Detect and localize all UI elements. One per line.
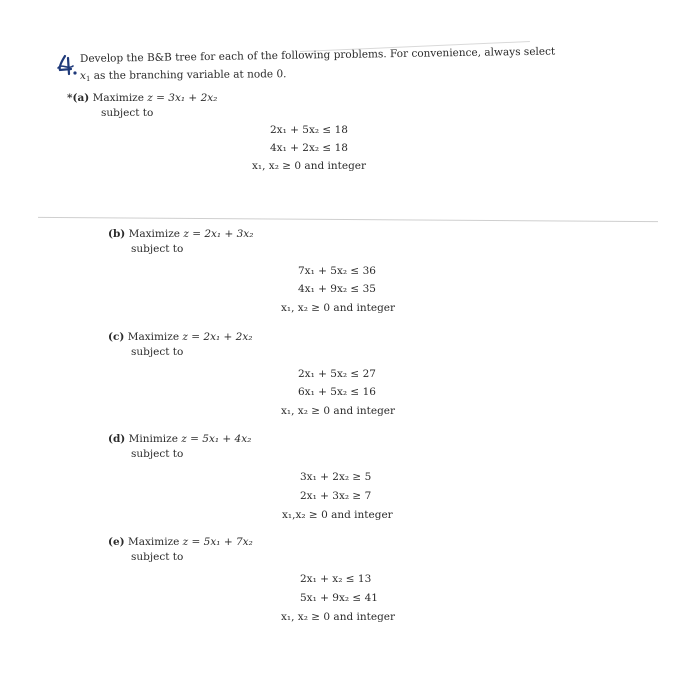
problem-a-objective-word: Maximize: [92, 92, 144, 104]
problem-b-constraint-1: 7x₁ + 5x₂ ≤ 36: [298, 265, 376, 277]
problem-c-constraint-3: x₁, x₂ ≥ 0 and integer: [281, 405, 396, 417]
branching-variable: x: [79, 69, 86, 82]
problem-e-constraint-2: 5x₁ + 9x₂ ≤ 41: [300, 592, 378, 604]
problem-d-objective-word: Minimize: [128, 433, 178, 445]
problem-b-constraint-2: 4x₁ + 9x₂ ≤ 35: [298, 283, 376, 295]
problem-d-constraint-3: x₁,x₂ ≥ 0 and integer: [282, 509, 393, 521]
problem-d-label: (d): [108, 433, 126, 445]
problem-e-constraint-1: 2x₁ + x₂ ≤ 13: [300, 573, 372, 585]
problem-c-objective-word: Maximize: [127, 331, 180, 343]
problem-b-objective-line: [108, 228, 253, 241]
problem-c-objective-line: [108, 331, 253, 344]
problem-d-objective: z = 5x₁ + 4x₂: [181, 433, 252, 445]
intro-line-2: [80, 68, 287, 86]
problem-c-constraint-1: 2x₁ + 5x₂ ≤ 27: [298, 368, 376, 380]
problem-c-objective: z = 2x₁ + 2x₂: [182, 331, 253, 343]
problem-a-constraint-2: 4x₁ + 2x₂ ≤ 18: [270, 142, 348, 154]
problem-b-constraint-3: x₁, x₂ ≥ 0 and integer: [281, 302, 396, 314]
problem-a-subject-to: subject to: [101, 107, 154, 119]
problem-c-constraint-2: 6x₁ + 5x₂ ≤ 16: [298, 386, 376, 398]
problem-e-constraint-3: x₁, x₂ ≥ 0 and integer: [281, 611, 396, 623]
problem-c-subject-to: subject to: [131, 346, 184, 358]
problem-d-subject-to: subject to: [131, 448, 184, 460]
intro-line-1: Develop the B&B tree for each of the following problems. For convenience, always select: [79, 45, 556, 65]
scan-edge-line-middle: [38, 217, 658, 222]
problem-e-objective-line: [108, 536, 253, 549]
problem-e-objective: z = 5x₁ + 7x₂: [182, 536, 253, 548]
problem-a-constraint-3: x₁, x₂ ≥ 0 and integer: [252, 160, 367, 172]
intro-line-2-rest: as the branching variable at node 0.: [90, 68, 287, 82]
problem-a-label: *(a): [67, 92, 90, 104]
problem-b-subject-to: subject to: [131, 243, 184, 255]
problem-b-objective: z = 2x₁ + 3x₂: [183, 228, 254, 240]
problem-d-objective-line: [108, 433, 251, 446]
problem-a-constraint-1: 2x₁ + 5x₂ ≤ 18: [270, 124, 348, 136]
problem-a-objective-line: [67, 92, 217, 105]
problem-d-constraint-1: 3x₁ + 2x₂ ≥ 5: [300, 471, 372, 483]
problem-c-label: (c): [108, 331, 125, 343]
problem-e-objective-word: Maximize: [127, 536, 180, 548]
handwritten-problem-number-mark: [56, 54, 80, 80]
branching-variable-subscript: 1: [85, 74, 91, 83]
problem-a-objective: z = 3x₁ + 2x₂: [147, 92, 218, 104]
problem-b-objective-word: Maximize: [128, 228, 180, 240]
problem-e-label: (e): [108, 536, 125, 548]
problem-e-subject-to: subject to: [131, 551, 184, 563]
problem-d-constraint-2: 2x₁ + 3x₂ ≥ 7: [300, 490, 372, 502]
problem-b-label: (b): [108, 228, 126, 240]
